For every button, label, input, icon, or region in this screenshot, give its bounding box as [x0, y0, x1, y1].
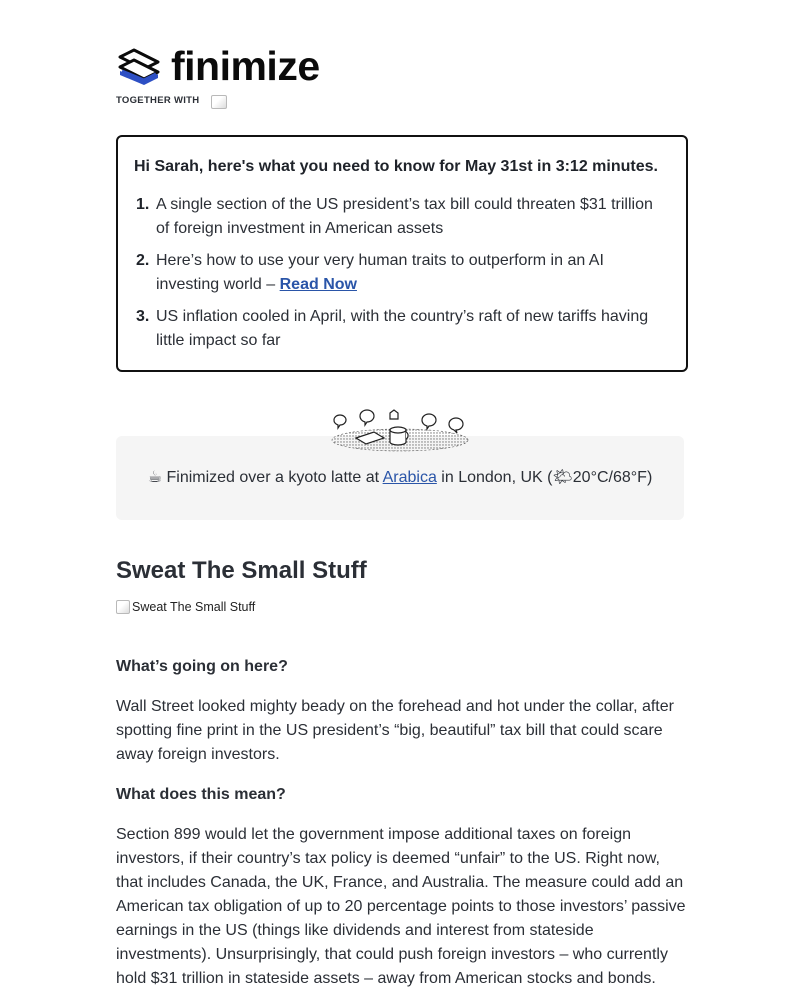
article-title: Sweat The Small Stuff — [116, 557, 367, 584]
cafe-link[interactable]: Arabica — [382, 469, 437, 486]
summary-item — [134, 193, 670, 241]
broken-image-icon — [116, 600, 130, 614]
summary-item-text: Here’s how to use your very human traits to outperform in an AI investing world – — [156, 252, 604, 293]
cafe-sketch-illustration — [328, 408, 472, 454]
finimize-logo-icon — [116, 47, 162, 85]
greeting-text: Hi Sarah, here's what you need to know for — [134, 158, 465, 175]
greeting — [134, 157, 670, 177]
subhead-whats-going-on: What’s going on here? — [116, 658, 288, 675]
summary-item — [134, 249, 670, 297]
sponsor-row — [116, 93, 227, 107]
summary-item-number: 2. — [136, 252, 150, 269]
summary-item-text-wrap — [156, 249, 670, 297]
article-image-alt: Sweat The Small Stuff — [132, 600, 256, 614]
article-image — [116, 600, 255, 614]
weather-sun-cloud-icon: 🌤 — [552, 469, 573, 486]
summary-list — [134, 193, 670, 353]
summary-box — [116, 135, 688, 372]
greeting-mid: in — [532, 158, 556, 175]
paragraph-whats-going-on: Wall Street looked mighty beady on the forehead and hot under the collar, after spotting fine print in the US president’s “big, beautiful” tax bill that could scare away foreign investors. — [116, 698, 674, 763]
logo-wordmark: finimize — [171, 43, 320, 89]
summary-item-number: 3. — [136, 308, 150, 325]
read-now-link[interactable]: Read Now — [279, 276, 357, 293]
greeting-end: . — [653, 158, 658, 175]
location-line — [148, 466, 653, 490]
location-prefix: Finimized over a kyoto latte at — [162, 469, 383, 486]
summary-item — [134, 305, 670, 353]
weather-temperature: 20°C/68°F) — [572, 469, 653, 486]
read-time: 3:12 minutes — [555, 158, 654, 175]
summary-item-text: A single section of the US president’s tax bill could threaten $31 trillion of foreign investment in American assets — [156, 196, 653, 237]
summary-item-text: US inflation cooled in April, with the country’s raft of new tariffs having little impact so far — [156, 308, 649, 349]
greeting-date: May 31st — [464, 158, 533, 175]
summary-item-number: 1. — [136, 196, 150, 213]
location-place: in London, UK ( — [436, 469, 553, 486]
together-with-label: TOGETHER WITH — [116, 94, 200, 106]
partner-logo-image[interactable] — [211, 95, 227, 109]
subhead-what-does-this-mean: What does this mean? — [116, 786, 286, 803]
coffee-icon: ☕ — [147, 469, 163, 486]
logo[interactable] — [116, 43, 320, 89]
paragraph-what-does-this-mean: Section 899 would let the government impose additional taxes on foreign investors, if their country’s tax policy is deemed “unfair” to the US. Right now, that includes Canada, the UK, France, and Australia. The measure could add an American tax obligation of up to 20 percentage points to those investors’ passive earnings in the US (things like dividends and interest from stateside investments). Unsurprisingly, that could push foreign investors – who currently hold $31 trillion in stateside assets – away from American stocks and bonds. — [116, 826, 686, 987]
